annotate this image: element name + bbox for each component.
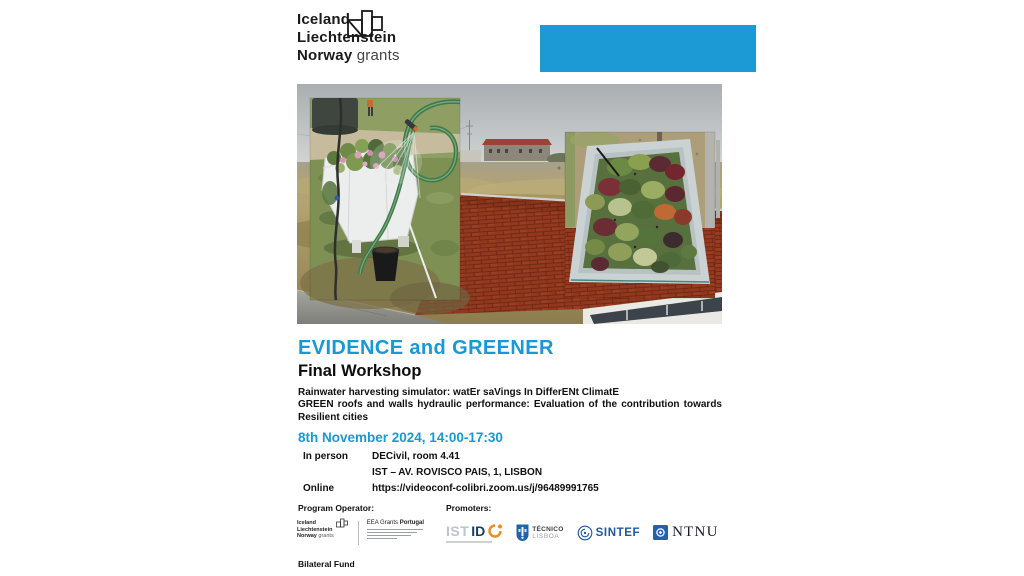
tecnico-lisboa-logo	[516, 524, 563, 542]
ntnu-logo	[653, 524, 718, 541]
description-line2: GREEN roofs and walls hydraulic performance: Evaluation of the contribution towards Resilient cities	[298, 399, 722, 423]
poster-title: EVIDENCE and GREENER	[298, 337, 554, 359]
lisboa-label: LISBOA	[532, 532, 560, 540]
tecnico-label: TÉCNICO	[532, 525, 564, 533]
in-person-room: DECivil, room 4.41	[372, 451, 460, 462]
description-line1: Rainwater harvesting simulator: watEr saVings In DifferENt ClimatE	[298, 387, 620, 398]
eea-mini-logo-text: Iceland Liechtenstein Norway grants	[297, 520, 350, 540]
hero-right-photo	[565, 132, 715, 298]
sintef-icon	[577, 525, 593, 541]
program-operator-label: Program Operator:	[298, 503, 375, 513]
event-details	[303, 449, 599, 497]
eea-grants-portugal: EEA Grants Portugal	[367, 520, 424, 541]
event-datetime: 8th November 2024, 14:00-17:30	[298, 430, 503, 445]
in-person-address: IST – AV. ROVISCO PAIS, 1, LISBON	[372, 467, 543, 478]
logo-line-liechtenstein: Liechtenstein	[297, 29, 397, 46]
hero-pot	[372, 247, 399, 282]
eea-logo-divider	[358, 521, 359, 545]
logo-line-iceland: Iceland	[297, 11, 351, 28]
promoters-label: Promoters:	[446, 503, 492, 513]
logo-line-norway-grants: Norway grants	[297, 47, 400, 64]
sintef-label: SINTEF	[595, 526, 641, 539]
istid-logo-id: ID	[471, 523, 486, 539]
ntnu-icon	[653, 525, 668, 540]
program-operator-logo	[297, 520, 424, 545]
istid-smallprint	[446, 541, 492, 543]
istid-swirl-icon	[487, 523, 503, 539]
hero-left-photo	[300, 98, 470, 314]
in-person-label: In person	[303, 451, 349, 462]
eea-portugal-smallprint	[367, 529, 424, 539]
istid-logo	[446, 523, 503, 543]
blue-banner	[540, 25, 756, 72]
bilateral-fund-label: Bilateral Fund	[298, 559, 355, 569]
workshop-subtitle: Final Workshop	[298, 362, 422, 380]
online-zoom-link[interactable]: https://videoconf-colibri.zoom.us/j/96489991765	[372, 483, 599, 494]
eea-grants-icon	[346, 8, 394, 46]
sintef-logo	[577, 525, 641, 541]
tecnico-shield-icon	[516, 524, 529, 542]
istid-logo-ist: IST	[446, 523, 470, 539]
hero-photo	[297, 84, 722, 324]
promoters-logos	[446, 523, 719, 543]
eea-grants-logo	[297, 11, 400, 65]
online-label: Online	[303, 483, 335, 494]
online-row	[303, 481, 599, 497]
eea-grants-mini-icon	[336, 518, 350, 530]
ntnu-label: NTNU	[672, 524, 719, 541]
hero-post	[716, 140, 720, 218]
in-person-row	[303, 449, 599, 481]
